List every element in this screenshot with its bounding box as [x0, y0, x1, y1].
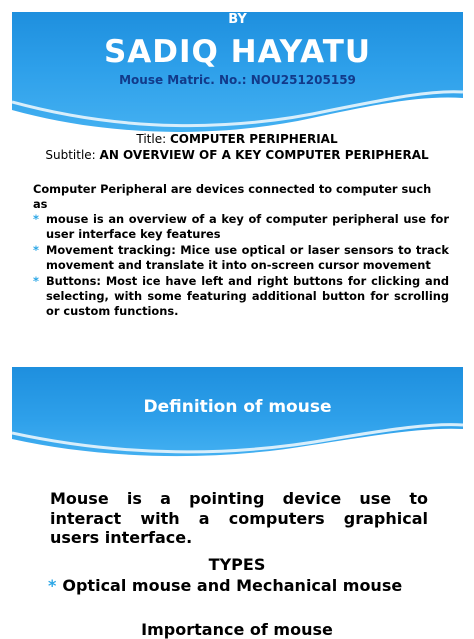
bullet-star-icon: *	[33, 212, 39, 226]
definition-slide-header	[12, 367, 463, 462]
title-slide-header	[12, 12, 463, 140]
subtitle-value: AN OVERVIEW OF A KEY COMPUTER PERIPHERAL	[99, 148, 429, 162]
type-list-item	[48, 576, 402, 595]
bullet-star-icon: *	[33, 243, 39, 258]
bullet-text: Movement tracking: Mice use optical or laser sensors to track movement and translate it into on-screen cursor movement	[46, 243, 449, 272]
list-item	[33, 212, 449, 241]
author-name: SADIQ HAYATU	[103, 34, 372, 70]
importance-heading: Importance of mouse	[141, 620, 333, 639]
type-item-text: Optical mouse and Mechanical mouse	[62, 576, 403, 595]
bullet-text: Buttons: Most ice have left and right buttons for clicking and selecting, with some featuring additional button for scrolling or custom functions.	[46, 274, 449, 318]
definition-heading: Definition of mouse	[143, 397, 332, 417]
header-wave	[12, 417, 463, 462]
title-label: Title:	[136, 132, 167, 146]
by-label: BY	[228, 12, 247, 27]
list-item	[33, 274, 449, 318]
title-value: COMPUTER PERIPHERIAL	[169, 132, 338, 146]
list-item	[33, 243, 449, 272]
bullet-star-icon: *	[33, 274, 39, 289]
types-heading: TYPES	[208, 555, 266, 574]
feature-bullet-list	[33, 212, 449, 320]
subtitle-label: Subtitle:	[45, 148, 96, 162]
header-wave	[12, 80, 463, 140]
title-line	[0, 132, 474, 146]
bullet-star-icon: *	[48, 576, 57, 595]
subtitle-line	[0, 148, 474, 162]
bullet-text: mouse is an overview of a key of computer peripheral use for user interface key features	[46, 212, 449, 241]
definition-body: Mouse is a pointing device use to interact with a computers graphical users interface.	[50, 489, 428, 547]
intro-text: Computer Peripheral are devices connected to computer such as	[33, 182, 432, 211]
matric-number: Mouse Matric. No.: NOU251205159	[119, 73, 356, 87]
